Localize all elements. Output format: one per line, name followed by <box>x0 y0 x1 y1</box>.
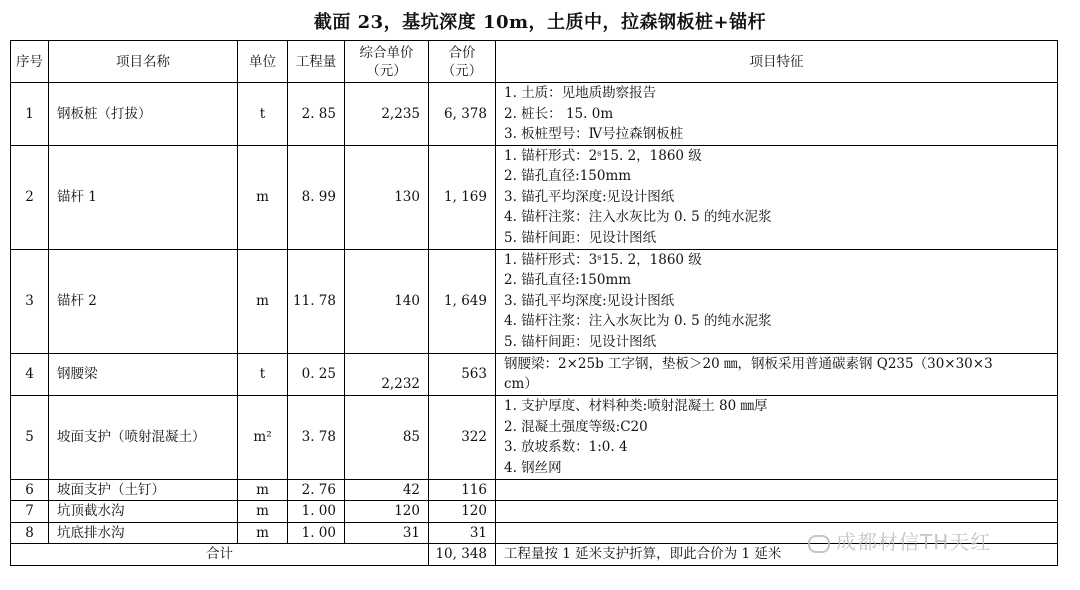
row-qty: 8. 99 <box>288 145 345 249</box>
row-seq: 3 <box>11 249 49 353</box>
row-seq: 6 <box>11 479 49 501</box>
row-name: 坑底排水沟 <box>49 522 238 544</box>
row-qty: 2. 85 <box>288 83 345 146</box>
row-features <box>496 145 1058 249</box>
row-seq: 8 <box>11 522 49 544</box>
row-total: 1, 649 <box>429 249 496 353</box>
row-unit: t <box>238 353 288 395</box>
cost-table <box>10 40 1058 566</box>
row-qty: 3. 78 <box>288 395 345 479</box>
feature-line: 1. 支护厚度、材料种类:喷射混凝土 80 ㎜厚 <box>504 398 768 414</box>
table-row <box>11 145 1058 249</box>
feature-line: 2. 桩长： 15. 0m <box>504 105 614 122</box>
feature-line: 1. 锚杆形式：3ˢ15. 2，1860 级 <box>504 251 702 268</box>
summary-label: 合计 <box>11 544 429 566</box>
row-name: 钢板桩（打拔） <box>49 83 238 146</box>
row-features <box>496 479 1058 501</box>
row-name: 锚杆 2 <box>49 249 238 353</box>
row-qty: 11. 78 <box>288 249 345 353</box>
row-unit: t <box>238 83 288 146</box>
row-seq: 4 <box>11 353 49 395</box>
row-total: 6, 378 <box>429 83 496 146</box>
row-name: 锚杆 1 <box>49 145 238 249</box>
row-qty: 1. 00 <box>288 522 345 544</box>
feature-line: 5. 锚杆间距：见设计图纸 <box>504 333 657 350</box>
row-price: 140 <box>345 249 429 353</box>
feature-line: 1. 土质：见地质勘察报告 <box>504 85 657 101</box>
feature-line: 1. 锚杆形式：2ˢ15. 2，1860 级 <box>504 147 702 164</box>
feature-line: 5. 锚杆间距：见设计图纸 <box>504 229 657 246</box>
row-seq: 1 <box>11 83 49 146</box>
header-total: 合价（元） <box>429 41 496 83</box>
row-features <box>496 249 1058 353</box>
summary-note: 工程量按 1 延米支护折算，即此合价为 1 延米 <box>496 544 1058 566</box>
row-name: 钢腰梁 <box>49 353 238 395</box>
feature-line: 4. 锚杆注浆：注入水灰比为 0. 5 的纯水泥浆 <box>504 209 772 226</box>
feature-line: 4. 钢丝网 <box>504 459 562 476</box>
row-unit: m² <box>238 395 288 479</box>
feature-line: 3. 锚孔平均深度:见设计图纸 <box>504 188 675 205</box>
table-row <box>11 501 1058 523</box>
feature-line: 4. 锚杆注浆：注入水灰比为 0. 5 的纯水泥浆 <box>504 313 772 330</box>
feature-line: cm） <box>504 376 538 392</box>
summary-total: 10, 348 <box>429 544 496 566</box>
row-features <box>496 501 1058 523</box>
row-name: 坡面支护（喷射混凝土） <box>49 395 238 479</box>
feature-line: 钢腰梁：2×25b 工字钢，垫板＞20 ㎜，钢板采用普通碳素钢 Q235（30×30×3 <box>504 355 993 372</box>
row-unit: m <box>238 249 288 353</box>
row-unit: m <box>238 479 288 501</box>
row-price: 2,235 <box>345 83 429 146</box>
row-unit: m <box>238 522 288 544</box>
table-row <box>11 353 1058 395</box>
row-qty: 0. 25 <box>288 353 345 395</box>
header-price: 综合单价（元） <box>345 41 429 83</box>
row-features <box>496 395 1058 479</box>
row-name: 坑顶截水沟 <box>49 501 238 523</box>
feature-line: 3. 放坡系数：1:0. 4 <box>504 439 628 455</box>
table-title: 截面 23，基坑深度 10m，土质中，拉森钢板桩+锚杆 <box>313 12 767 33</box>
table-row <box>11 249 1058 353</box>
feature-line: 2. 锚孔直径:150mm <box>504 272 632 289</box>
feature-line: 3. 板桩型号：Ⅳ号拉森钢板桩 <box>504 126 684 142</box>
row-seq: 5 <box>11 395 49 479</box>
row-features <box>496 83 1058 146</box>
row-features <box>496 353 1058 395</box>
feature-line: 2. 锚孔直径:150mm <box>504 168 632 185</box>
row-qty: 2. 76 <box>288 479 345 501</box>
table-row <box>11 479 1058 501</box>
row-price: 42 <box>345 479 429 501</box>
row-price: 31 <box>345 522 429 544</box>
row-name: 坡面支护（土钉） <box>49 479 238 501</box>
table-row <box>11 83 1058 146</box>
header-row <box>11 41 1058 83</box>
row-unit: m <box>238 501 288 523</box>
row-price: 2,232 <box>345 353 429 395</box>
table-row <box>11 395 1058 479</box>
row-total: 120 <box>429 501 496 523</box>
row-total: 116 <box>429 479 496 501</box>
watermark: 成都材信TH天红 <box>808 526 991 555</box>
header-feature: 项目特征 <box>496 41 1058 83</box>
header-qty: 工程量 <box>288 41 345 83</box>
row-total: 563 <box>429 353 496 395</box>
row-unit: m <box>238 145 288 249</box>
row-seq: 2 <box>11 145 49 249</box>
wechat-icon <box>808 535 830 553</box>
row-qty: 1. 00 <box>288 501 345 523</box>
row-price: 130 <box>345 145 429 249</box>
feature-line: 2. 混凝土强度等级:C20 <box>504 418 648 435</box>
row-seq: 7 <box>11 501 49 523</box>
header-seq: 序号 <box>11 41 49 83</box>
row-total: 322 <box>429 395 496 479</box>
row-total: 31 <box>429 522 496 544</box>
row-price: 85 <box>345 395 429 479</box>
header-name: 项目名称 <box>49 41 238 83</box>
row-price: 120 <box>345 501 429 523</box>
feature-line: 3. 锚孔平均深度:见设计图纸 <box>504 292 675 309</box>
header-unit: 单位 <box>238 41 288 83</box>
row-total: 1, 169 <box>429 145 496 249</box>
